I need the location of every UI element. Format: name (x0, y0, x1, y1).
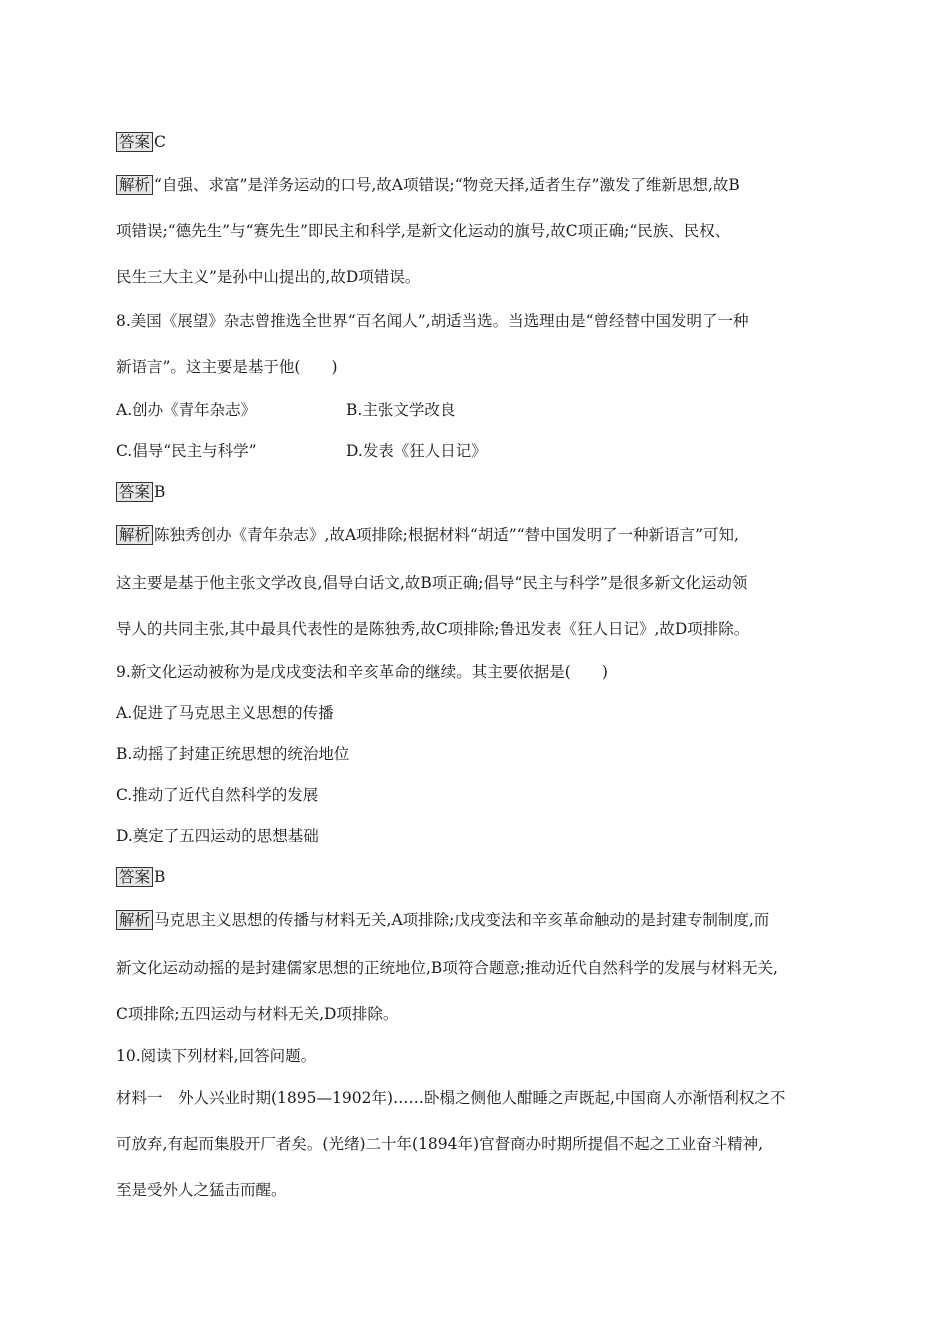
q9-option-a: A.促进了马克思主义思想的传播 (116, 704, 334, 722)
q10-stem: 10.阅读下列材料,回答问题。 (116, 1047, 317, 1065)
answer-value: B (154, 868, 166, 886)
q7-analysis-line-1 (116, 175, 740, 195)
answer-tag: 答案 (116, 482, 153, 502)
q8-analysis-line-1 (116, 525, 739, 545)
q8-option-c: C.倡导“民主与科学” (116, 442, 257, 460)
q10-material-line-1: 材料一 外人兴业时期(1895—1902年)……卧榻之侧他人酣睡之声既起,中国商人亦渐悟利权之不 (116, 1089, 786, 1107)
answer-tag: 答案 (116, 867, 153, 887)
q9-stem: 9.新文化运动被称为是戊戌变法和辛亥革命的继续。其主要依据是( ) (116, 663, 608, 681)
q8-option-b: B.主张文学改良 (346, 401, 456, 419)
q10-material-line-2: 可放弃,有起而集股开厂者矣。(光绪)二十年(1894年)官督商办时期所提倡不起之工业奋斗精神, (116, 1135, 763, 1153)
q8-option-d: D.发表《狂人日记》 (346, 442, 487, 460)
analysis-tag: 解析 (116, 175, 153, 195)
q10-material-line-3: 至是受外人之猛击而醒。 (116, 1181, 287, 1199)
q9-answer-line (116, 867, 165, 887)
q9-analysis-line-2: 新文化运动动摇的是封建儒家思想的正统地位,B项符合题意;推动近代自然科学的发展与材料无关, (116, 959, 778, 977)
q8-options-row-1 (116, 400, 455, 420)
answer-tag: 答案 (116, 132, 153, 152)
q7-analysis-line-3: 民生三大主义”是孙中山提出的,故D项错误。 (116, 268, 421, 286)
q8-analysis-line-2: 这主要是基于他主张文学改良,倡导白话文,故B项正确;倡导“民主与科学”是很多新文化运动领 (116, 574, 748, 592)
q9-option-d: D.奠定了五四运动的思想基础 (116, 827, 319, 845)
q8-stem-line-2: 新语言”。这主要是基于他( ) (116, 358, 338, 376)
q7-answer-line (116, 132, 166, 152)
q9-analysis-line-3: C项排除;五四运动与材料无关,D项排除。 (116, 1005, 399, 1023)
answer-value: C (154, 133, 166, 151)
analysis-text: 陈独秀创办《青年杂志》,故A项排除;根据材料“胡适”“替中国发明了一种新语言”可知, (154, 526, 739, 544)
q8-answer-line (116, 482, 165, 502)
q7-analysis-line-2: 项错误;“德先生”与“赛先生”即民主和科学,是新文化运动的旗号,故C项正确;“民族、民权、 (116, 222, 731, 240)
q8-stem-line-1: 8.美国《展望》杂志曾推选全世界“百名闻人”,胡适当选。当选理由是“曾经替中国发明了一种 (116, 312, 749, 330)
q9-option-b: B.动摇了封建正统思想的统治地位 (116, 745, 350, 763)
analysis-tag: 解析 (116, 910, 153, 930)
q8-option-a: A.创办《青年杂志》 (116, 401, 257, 419)
q9-option-c: C.推动了近代自然科学的发展 (116, 786, 319, 804)
q9-analysis-line-1 (116, 910, 769, 930)
q8-options-row-2 (116, 441, 487, 461)
analysis-text: “自强、求富”是洋务运动的口号,故A项错误;“物竞天择,适者生存”激发了维新思想,故B (154, 176, 740, 194)
q8-analysis-line-3: 导人的共同主张,其中最具代表性的是陈独秀,故C项排除;鲁迅发表《狂人日记》,故D项排除。 (116, 620, 750, 638)
analysis-tag: 解析 (116, 525, 153, 545)
answer-value: B (154, 483, 166, 501)
analysis-text: 马克思主义思想的传播与材料无关,A项排除;戊戌变法和辛亥革命触动的是封建专制制度,而 (154, 911, 770, 929)
